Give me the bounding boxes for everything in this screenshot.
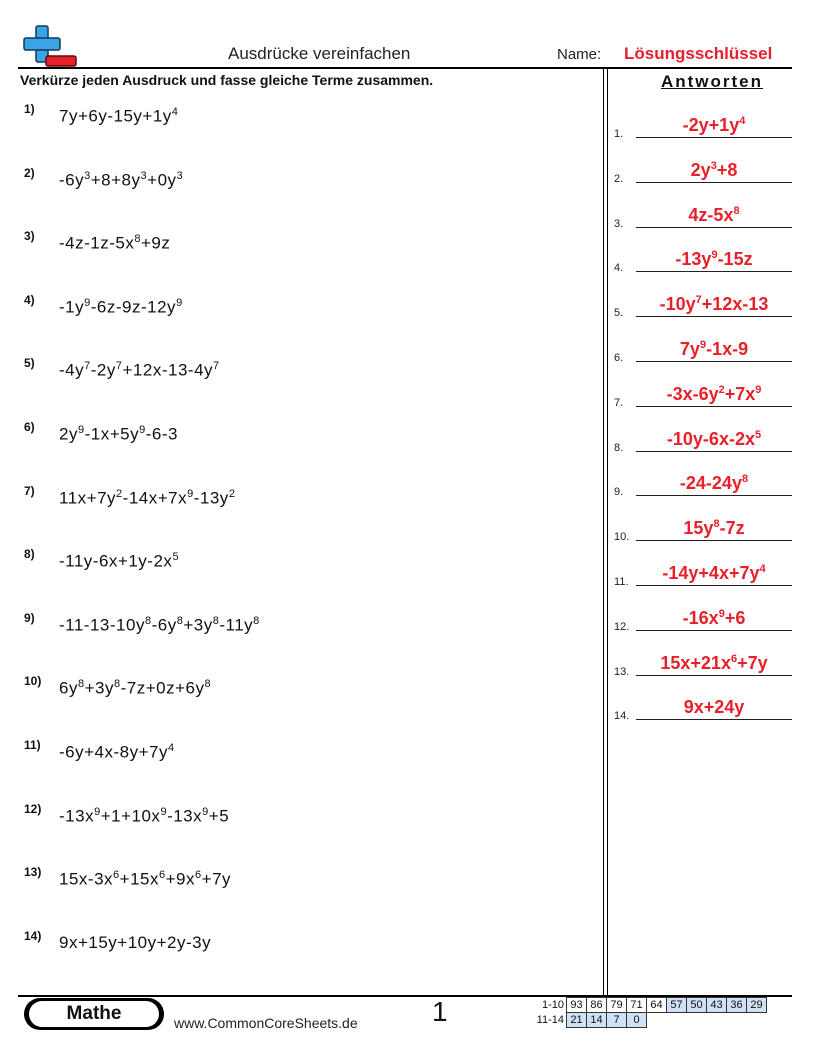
problem-expression: $-6y^3+8+8y^3+0y^3$ [59, 169, 184, 190]
brand-label: Mathe [29, 1001, 159, 1027]
exponent: 8 [204, 678, 212, 691]
exponent: 2 [718, 383, 725, 396]
problem-number: 12) [24, 801, 42, 816]
exponent: 9 [187, 487, 194, 500]
exponent: 2 [228, 487, 236, 500]
exponent: 8 [212, 614, 220, 627]
exponent: 9 [160, 805, 168, 818]
answer-expression: $4z-5x^8$ [688, 204, 740, 225]
answer-line [636, 585, 792, 586]
problem-number: 11) [24, 738, 41, 752]
exponent: 9 [202, 805, 209, 818]
answer-line [636, 182, 792, 183]
answer-expression: $-24-24y^8$ [679, 473, 749, 494]
problem-expression: 9x+15y+10y+2y-3y [59, 932, 212, 952]
problem-number: 7) [24, 483, 35, 498]
header-rule [18, 67, 792, 69]
exponent: 6 [159, 869, 166, 882]
exponent: 9 [718, 607, 725, 620]
problem-number: 3) [24, 229, 35, 244]
answer-line [636, 451, 792, 452]
score-cell: 7 [607, 1013, 627, 1028]
exponent: 3 [84, 169, 91, 182]
name-label: Name: [557, 46, 602, 63]
exponent: 8 [113, 678, 121, 691]
score-cell: 0 [627, 1013, 647, 1028]
score-cell: 29 [747, 998, 767, 1013]
exponent: 5 [172, 551, 180, 564]
answer-line [636, 271, 792, 272]
answer-item [614, 607, 794, 633]
column-divider [607, 69, 608, 995]
answer-number: 12. [614, 620, 630, 633]
answer-expression: $-3x-6y^2+7x^9$ [666, 383, 762, 404]
answer-line [636, 137, 792, 138]
score-cell: 50 [687, 998, 707, 1013]
score-table [530, 997, 767, 1028]
answer-expression: $-16x^9+6$ [682, 607, 746, 628]
exponent: 9 [755, 383, 762, 396]
problem-expression: $11x+7y^2-14x+7x^9-13y^2$ [59, 487, 236, 508]
exponent: 9 [711, 249, 718, 262]
exponent: 9 [699, 339, 707, 351]
problem-number: 13) [24, 865, 42, 880]
problem-number: 14) [24, 928, 42, 943]
answer-expression: 9x+24y [683, 697, 745, 718]
score-row-label: 11-14 [536, 1014, 564, 1026]
score-cell: 64 [647, 998, 667, 1013]
exponent: 8 [144, 614, 152, 627]
answer-item [614, 159, 794, 185]
exponent: 7 [695, 294, 702, 307]
score-cell: 71 [627, 998, 647, 1013]
answer-item [614, 472, 794, 498]
answer-line [636, 495, 792, 496]
exponent: 9 [176, 296, 183, 309]
problem-expression: $-4y^7-2y^7+12x-13-4y^7$ [59, 360, 220, 381]
problem-expression: $6y^8+3y^8-7z+0z+6y^8$ [59, 678, 212, 699]
exponent: 8 [741, 473, 749, 486]
exponent: 4 [171, 106, 179, 118]
answer-item [614, 114, 794, 140]
worksheet-title: Ausdrücke vereinfachen [228, 44, 411, 63]
answer-expression: $2y^3+8$ [690, 159, 738, 180]
problem-number: 2) [24, 165, 35, 180]
problem-expression: $-6y+4x-8y+7y^4$ [59, 742, 175, 762]
answer-number: 9. [614, 486, 624, 499]
answer-number: 14. [614, 710, 630, 723]
page-number: 1 [432, 996, 448, 1027]
exponent: 8 [134, 233, 141, 246]
exponent: 7 [213, 360, 220, 373]
score-row [530, 998, 767, 1013]
exponent: 2 [116, 487, 123, 500]
score-row-label: 1-10 [541, 999, 564, 1011]
answer-expression: $-10y^7+12x-13$ [659, 294, 769, 315]
answer-number: 13. [614, 665, 630, 678]
problem-number: 4) [24, 292, 35, 307]
brand-badge [24, 998, 164, 1030]
exponent: 3 [176, 169, 184, 182]
problem-number: 9) [24, 610, 35, 625]
answer-item [614, 293, 794, 319]
answer-number: 11. [614, 576, 629, 588]
answer-line [636, 316, 792, 317]
answer-number: 7. [614, 396, 624, 409]
problem-number: 5) [24, 356, 35, 371]
exponent: 8 [733, 204, 740, 217]
answer-item [614, 652, 794, 678]
problem-expression: $7y+6y-15y+1y^4$ [59, 106, 179, 126]
answer-number: 3. [614, 217, 624, 230]
answer-item [614, 428, 794, 454]
score-cell: 79 [607, 998, 627, 1013]
exponent: 8 [713, 518, 720, 531]
answer-number: 6. [614, 352, 624, 364]
problem-expression: $-4z-1z-5x^8+9z$ [59, 233, 171, 253]
score-cell: 86 [587, 998, 607, 1013]
answer-number: 2. [614, 172, 624, 185]
answer-line [636, 227, 792, 228]
instructions: Verkürze jeden Ausdruck und fasse gleiche Terme zusammen. [20, 72, 434, 88]
score-cell: 36 [727, 998, 747, 1013]
exponent: 3 [710, 159, 717, 172]
answer-expression: $-10y-6x-2x^5$ [666, 428, 762, 449]
problem-number: 6) [24, 420, 35, 434]
problem-number: 10) [24, 674, 42, 689]
problem-expression: $-11y-6x+1y-2x^5$ [59, 551, 180, 571]
exponent: 8 [77, 678, 85, 691]
exponent: 6 [113, 869, 120, 882]
exponent: 4 [739, 115, 746, 127]
exponent: 9 [94, 805, 101, 818]
problem-expression: $2y^9-1x+5y^9-6-3$ [59, 424, 178, 444]
answer-line [636, 719, 792, 720]
answer-line [636, 361, 792, 362]
answer-item [614, 204, 794, 230]
answer-line [636, 406, 792, 407]
answer-expression: $-14y+4x+7y^4$ [662, 563, 766, 583]
exponent: 9 [139, 424, 146, 436]
exponent: 8 [253, 614, 260, 627]
answer-line [636, 675, 792, 676]
problem-expression: $-11-13-10y^8-6y^8+3y^8-11y^8$ [59, 614, 260, 635]
exponent: 6 [195, 869, 202, 882]
score-cell: 14 [587, 1013, 607, 1028]
exponent: 7 [115, 360, 123, 373]
answer-expression: $-2y+1y^4$ [682, 115, 746, 135]
answer-number: 4. [614, 262, 624, 275]
answer-item [614, 562, 794, 588]
answer-item [614, 383, 794, 409]
exponent: 4 [759, 563, 766, 575]
math-logo-icon [22, 24, 78, 68]
answer-item [614, 517, 794, 543]
problem-number: 1) [24, 102, 35, 116]
answer-number: 8. [614, 441, 624, 454]
answer-line [636, 630, 792, 631]
exponent: 8 [176, 614, 184, 627]
answer-number: 1. [614, 128, 624, 140]
answer-expression: $15y^8-7z$ [683, 518, 745, 539]
exponent: 9 [84, 296, 91, 309]
problem-expression: $15x-3x^6+15x^6+9x^6+7y$ [59, 869, 232, 889]
problem-expression: $-1y^9-6z-9z-12y^9$ [59, 296, 183, 317]
exponent: 3 [140, 169, 148, 182]
problem-expression: $-13x^9+1+10x^9-13x^9+5$ [59, 805, 230, 826]
website-link[interactable]: www.CommonCoreSheets.de [174, 1015, 358, 1031]
score-cell: 57 [667, 998, 687, 1013]
problem-number: 8) [24, 547, 35, 562]
exponent: 7 [84, 360, 91, 373]
answer-expression: $15x+21x^6+7y$ [660, 652, 768, 673]
exponent: 6 [730, 652, 738, 665]
answer-expression: $7y^9-1x-9$ [679, 339, 749, 359]
score-row [530, 1013, 767, 1028]
answer-key-label: Lösungsschlüssel [624, 44, 773, 63]
answer-line [636, 540, 792, 541]
answer-item [614, 338, 794, 364]
score-cell: 93 [567, 998, 587, 1013]
score-cell: 21 [567, 1013, 587, 1028]
exponent: 9 [77, 424, 85, 436]
answers-heading: Antworten [660, 72, 764, 91]
exponent: 4 [168, 742, 175, 754]
answer-item [614, 696, 794, 722]
column-divider [603, 69, 604, 995]
answer-number: 10. [614, 531, 630, 544]
answer-item [614, 248, 794, 274]
exponent: 5 [754, 428, 762, 441]
score-cell: 43 [707, 998, 727, 1013]
answer-number: 5. [614, 307, 624, 320]
answer-expression: $-13y^9-15z$ [675, 249, 753, 270]
